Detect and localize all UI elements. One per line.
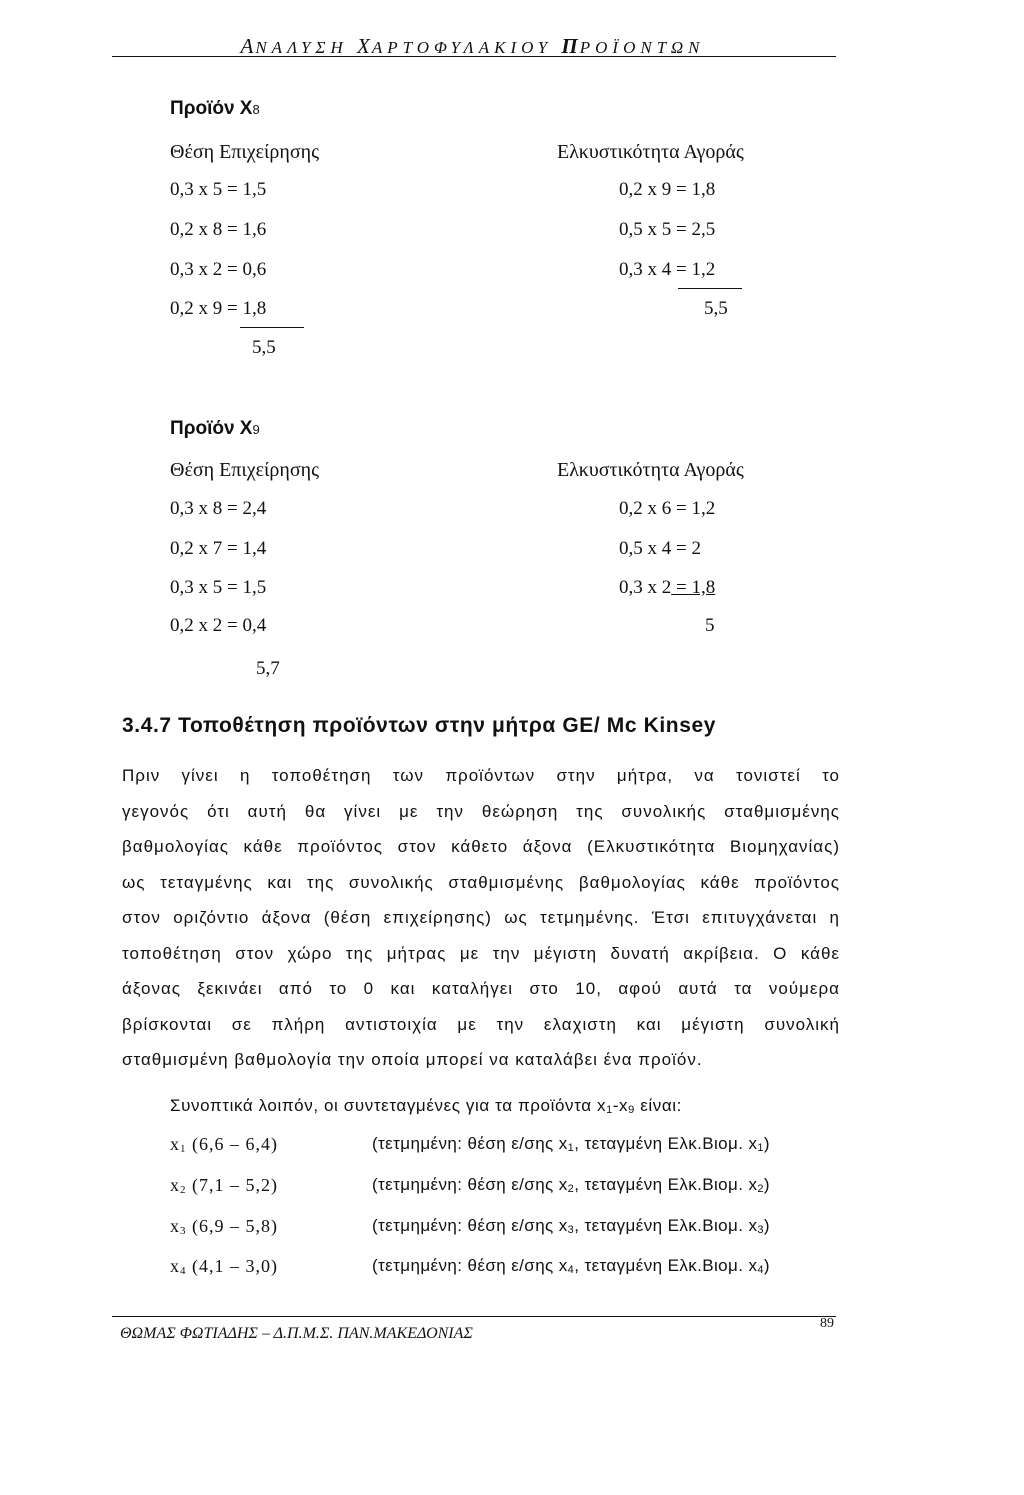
product8-right-row-3: 0,3 x 4 = 1,2 [619,259,716,280]
coord-row-3-point [170,1216,278,1237]
coord-1-values: (6,6 – 6,4) [186,1134,278,1154]
coord-2-desc-b: , τεταγμένη Ελκ.Βιομ. x [574,1175,758,1194]
coord-row-4-point [170,1256,278,1277]
product8-left-row-2: 0,2 x 8 = 1,6 [170,219,267,240]
summary-text-a: Συνοπτικά λοιπόν, οι συντεταγμένες για τα προϊόντα x [170,1096,607,1115]
summary-line [170,1096,682,1116]
coord-4-desc-sub2: 4 [757,1264,764,1276]
body-paragraph [122,758,840,1078]
coord-1-desc-c: ) [763,1134,770,1153]
coord-row-2-desc [372,1175,770,1195]
coord-4-values: (4,1 – 3,0) [186,1256,278,1276]
product9-right-row-3-lhs: 0,3 x 2 [619,577,672,598]
paragraph-line-7: άξονας ξεκινάει από το 0 και καταλήγει στο 10, αφού αυτά τα νούμερα [122,979,840,998]
paragraph-line-9: σταθμισμένη βαθμολογία την οποία μπορεί να καταλάβει ένα προϊόν. [122,1050,703,1069]
paragraph-line-8: βρίσκονται σε πλήρη αντιστοιχία με την ελαχιστη και μέγιστη συνολική [122,1014,840,1034]
coord-2-sub: 2 [180,1184,187,1196]
coord-3-desc-sub1: 3 [567,1224,575,1236]
coord-1-sub: 1 [180,1143,187,1155]
product9-right-total: 5 [705,615,715,636]
product9-left-row-4: 0,2 x 2 = 0,4 [170,615,267,636]
header-word-2: ΑΡΤΟΦΥΛΑΚΙΟΥ [371,38,553,57]
coord-2-desc-a: (τετμημένη: θέση ε/σης x [372,1175,568,1194]
coord-3-desc-a: (τετμημένη: θέση ε/σης x [372,1216,568,1235]
coord-3-values: (6,9 – 5,8) [186,1216,278,1236]
page-number: 89 [820,1316,834,1331]
coord-2-values: (7,1 – 5,2) [186,1175,278,1195]
section-heading: 3.4.7 Τοποθέτηση προϊόντων στην μήτρα GE/ Mc Kinsey [122,714,717,737]
footer-rule [112,1316,836,1317]
coord-1-x: x [170,1134,180,1154]
coord-2-desc-sub1: 2 [567,1183,575,1195]
coord-4-desc-sub1: 4 [567,1264,575,1276]
coord-4-sub: 4 [180,1265,187,1277]
paragraph-line-2: γεγονός ότι αυτή θα γίνει με την θεώρηση της συνολικής σταθμισμένης [122,801,840,821]
product9-left-total: 5,7 [256,658,280,679]
paragraph-line-1: Πριν γίνει η τοποθέτηση των προϊόντων στην μήτρα, να τονιστεί το [122,766,840,785]
header-cap-2: Χ [357,34,372,58]
product9-left-row-2: 0,2 x 7 = 1,4 [170,538,267,559]
product9-right-row-1: 0,2 x 6 = 1,2 [619,498,716,519]
summary-text-c: είναι: [634,1096,682,1115]
header-word-3: ΡΟΪΟΝΤΩΝ [579,38,705,57]
coord-4-desc-b: , τεταγμένη Ελκ.Βιομ. x [574,1256,758,1275]
coord-1-desc-b: , τεταγμένη Ελκ.Βιομ. x [574,1134,758,1153]
header-cap-3: Π [561,34,580,58]
product8-left-row-4: 0,2 x 9 = 1,8 [170,298,267,319]
summary-sub-2: 9 [628,1104,635,1116]
coord-1-desc-a: (τετμημένη: θέση ε/σης x [372,1134,568,1153]
coord-2-x: x [170,1175,180,1195]
product8-left-total: 5,5 [252,337,276,358]
paragraph-line-3: βαθμολογίας κάθε προϊόντος στον κάθετο άξονα (Ελκυστικότητα Βιομηχανίας) [122,837,840,856]
product9-left-heading: Θέση Επιχείρησης [170,459,320,481]
coord-row-3-desc [372,1216,770,1236]
summary-sub-1: 1 [606,1104,613,1116]
product8-left-row-1: 0,3 x 5 = 1,5 [170,179,267,200]
coord-3-desc-b: , τεταγμένη Ελκ.Βιομ. x [574,1216,758,1235]
coord-row-4-desc [372,1256,770,1276]
coord-2-desc-c: ) [763,1175,770,1194]
header-rule [112,56,836,57]
product8-left-heading: Θέση Επιχείρησης [170,141,320,163]
product8-right-row-1: 0,2 x 9 = 1,8 [619,179,716,200]
coord-4-desc-c: ) [763,1256,770,1275]
coord-3-desc-c: ) [763,1216,770,1235]
coord-1-desc-sub1: 1 [567,1142,575,1154]
product8-title-text: Προϊόν Χ [170,98,253,119]
header-word-1: ΝΑΛΥΣΗ [255,38,348,57]
coord-3-x: x [170,1216,180,1236]
product8-right-sum-rule [678,288,742,289]
product9-right-row-3-rhs: = 1,8 [671,577,716,598]
coord-row-1-point [170,1134,278,1155]
coord-3-desc-sub2: 3 [757,1224,764,1236]
product9-left-row-3: 0,3 x 5 = 1,5 [170,577,267,598]
product9-right-row-3 [619,577,715,599]
product8-left-sum-rule [240,327,304,328]
product9-right-row-2: 0,5 x 4 = 2 [619,538,701,559]
product9-left-row-1: 0,3 x 8 = 2,4 [170,498,267,519]
paragraph-line-6: τοποθέτηση στον χώρο της μήτρας με την μέγιστη δυνατή ακρίβεια. Ο κάθε [122,943,840,963]
coord-row-1-desc [372,1134,770,1154]
product8-left-row-3: 0,3 x 2 = 0,6 [170,259,267,280]
summary-text-b: -x [612,1096,629,1115]
product8-right-row-2: 0,5 x 5 = 2,5 [619,219,716,240]
product8-title-sub: 8 [252,102,260,117]
product9-title-text: Προϊόν Χ [170,418,253,439]
coord-4-desc-a: (τετμημένη: θέση ε/σης x [372,1256,568,1275]
header-cap-1: Α [240,34,256,58]
coord-1-desc-sub2: 1 [757,1142,764,1154]
coord-4-x: x [170,1256,180,1276]
footer-author: ΘΩΜΑΣ ΦΩΤΙΑΔΗΣ – Δ.Π.Μ.Σ. ΠΑΝ.ΜΑΚΕΔΟΝΙΑΣ [120,1325,473,1342]
coord-2-desc-sub2: 2 [757,1183,764,1195]
coord-3-sub: 3 [180,1225,187,1237]
product8-right-total: 5,5 [704,298,728,319]
paragraph-line-5: στον οριζόντιο άξονα (θέση επιχείρησης) ως τετμημένης. Έτσι επιτυγχάνεται η [122,908,840,927]
product9-title-sub: 9 [252,422,260,437]
product8-right-heading: Ελκυστικότητα Αγοράς [557,141,744,163]
product9-title [170,418,260,440]
product8-title [170,98,260,120]
product9-right-heading: Ελκυστικότητα Αγοράς [557,459,744,481]
paragraph-line-4: ως τεταγμένης και της συνολικής σταθμισμένης βαθμολογίας κάθε προϊόντος [122,872,840,892]
coord-row-2-point [170,1175,278,1196]
